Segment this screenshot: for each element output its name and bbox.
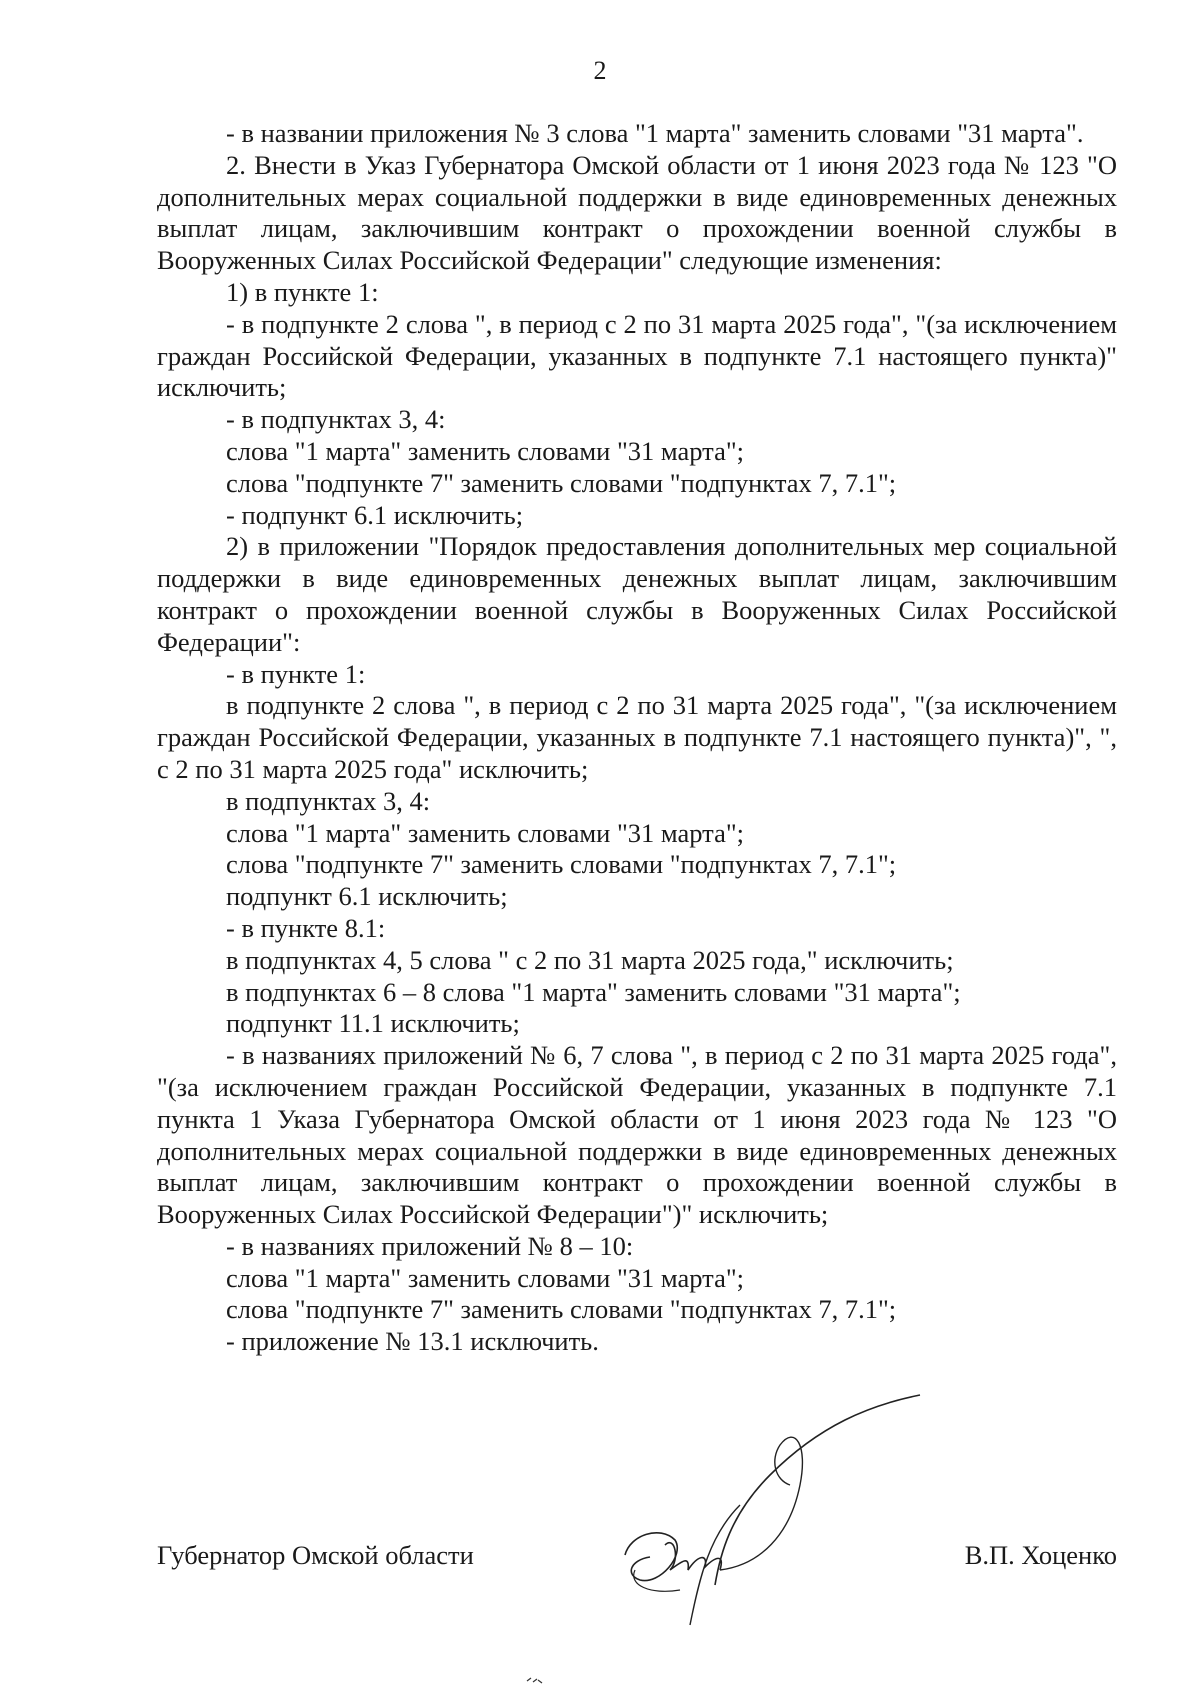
paragraph: в подпунктах 6 – 8 слова "1 марта" заменить словами "31 марта"; <box>226 976 961 1007</box>
paragraph: слова "подпункте 7" заменить словами "подпунктах 7, 7.1"; <box>226 467 897 498</box>
scan-artifact-mark <box>525 1675 545 1685</box>
paragraph: - в подпунктах 3, 4: <box>226 404 446 435</box>
paragraph: - подпункт 6.1 исключить; <box>226 499 524 530</box>
paragraph: - в пункте 8.1: <box>226 912 386 943</box>
paragraph: 2. Внести в Указ Губернатора Омской области от 1 июня 2023 года № 123 "О дополнительных мерах социальной поддержки в виде единовременных денежных выплат лицам, заключившим контракт о прохождении военной службы в Вооруженных Силах Российской Федерации" следующие изменения: <box>157 149 1117 276</box>
paragraph: - в названиях приложений № 6, 7 слова ", в период с 2 по 31 марта 2025 года", "(за исключением граждан Российской Федерации, указанных в подпункте 7.1 пункта 1 Указа Губернатора Омской области от 1 июня 2023 года № 123 "О дополнительных мерах социальной поддержки в виде единовременных денежных выплат лицам, заключившим контракт о прохождении военной службы в Вооруженных Силах Российской Федерации")" исключить; <box>157 1040 1117 1230</box>
document-body <box>157 118 1117 1358</box>
paragraph: подпункт 6.1 исключить; <box>226 881 508 912</box>
paragraph: подпункт 11.1 исключить; <box>226 1008 520 1039</box>
paragraph: слова "1 марта" заменить словами "31 марта"; <box>226 435 745 466</box>
paragraph: - в пункте 1: <box>226 658 366 689</box>
paragraph: - в названии приложения № 3 слова "1 марта" заменить словами "31 марта". <box>226 118 1084 148</box>
signatory-position: Губернатор Омской области <box>157 1540 474 1570</box>
paragraph: в подпунктах 3, 4: <box>226 785 431 816</box>
paragraph: слова "1 марта" заменить словами "31 марта"; <box>226 1262 745 1293</box>
paragraph: 1) в пункте 1: <box>226 276 379 307</box>
handwritten-signature <box>620 1385 980 1645</box>
paragraph: - в названиях приложений № 8 – 10: <box>226 1230 634 1261</box>
paragraph: - в подпункте 2 слова ", в период с 2 по 31 марта 2025 года", "(за исключением граждан Российской Федерации, указанных в подпункте 7.1 настоящего пункта)" исключить; <box>157 308 1117 403</box>
paragraph: слова "подпункте 7" заменить словами "подпунктах 7, 7.1"; <box>226 849 897 880</box>
paragraph: - приложение № 13.1 исключить. <box>226 1326 599 1357</box>
page-number: 2 <box>593 56 607 85</box>
paragraph: слова "подпункте 7" заменить словами "подпунктах 7, 7.1"; <box>226 1294 897 1325</box>
paragraph: слова "1 марта" заменить словами "31 марта"; <box>226 817 745 848</box>
paragraph: в подпункте 2 слова ", в период с 2 по 31 марта 2025 года", "(за исключением граждан Российской Федерации, указанных в подпункте 7.1 настоящего пункта)", ", с 2 по 31 марта 2025 года" исключить; <box>157 690 1117 784</box>
paragraph: в подпунктах 4, 5 слова " с 2 по 31 марта 2025 года," исключить; <box>226 944 954 975</box>
signatory-name: В.П. Хоценко <box>964 1540 1117 1570</box>
paragraph: 2) в приложении "Порядок предоставления дополнительных мер социальной поддержки в виде единовременных денежных выплат лицам, заключившим контракт о прохождении военной службы в Вооруженных Силах Российской Федерации": <box>157 531 1117 657</box>
signature-block <box>157 1540 1117 1580</box>
